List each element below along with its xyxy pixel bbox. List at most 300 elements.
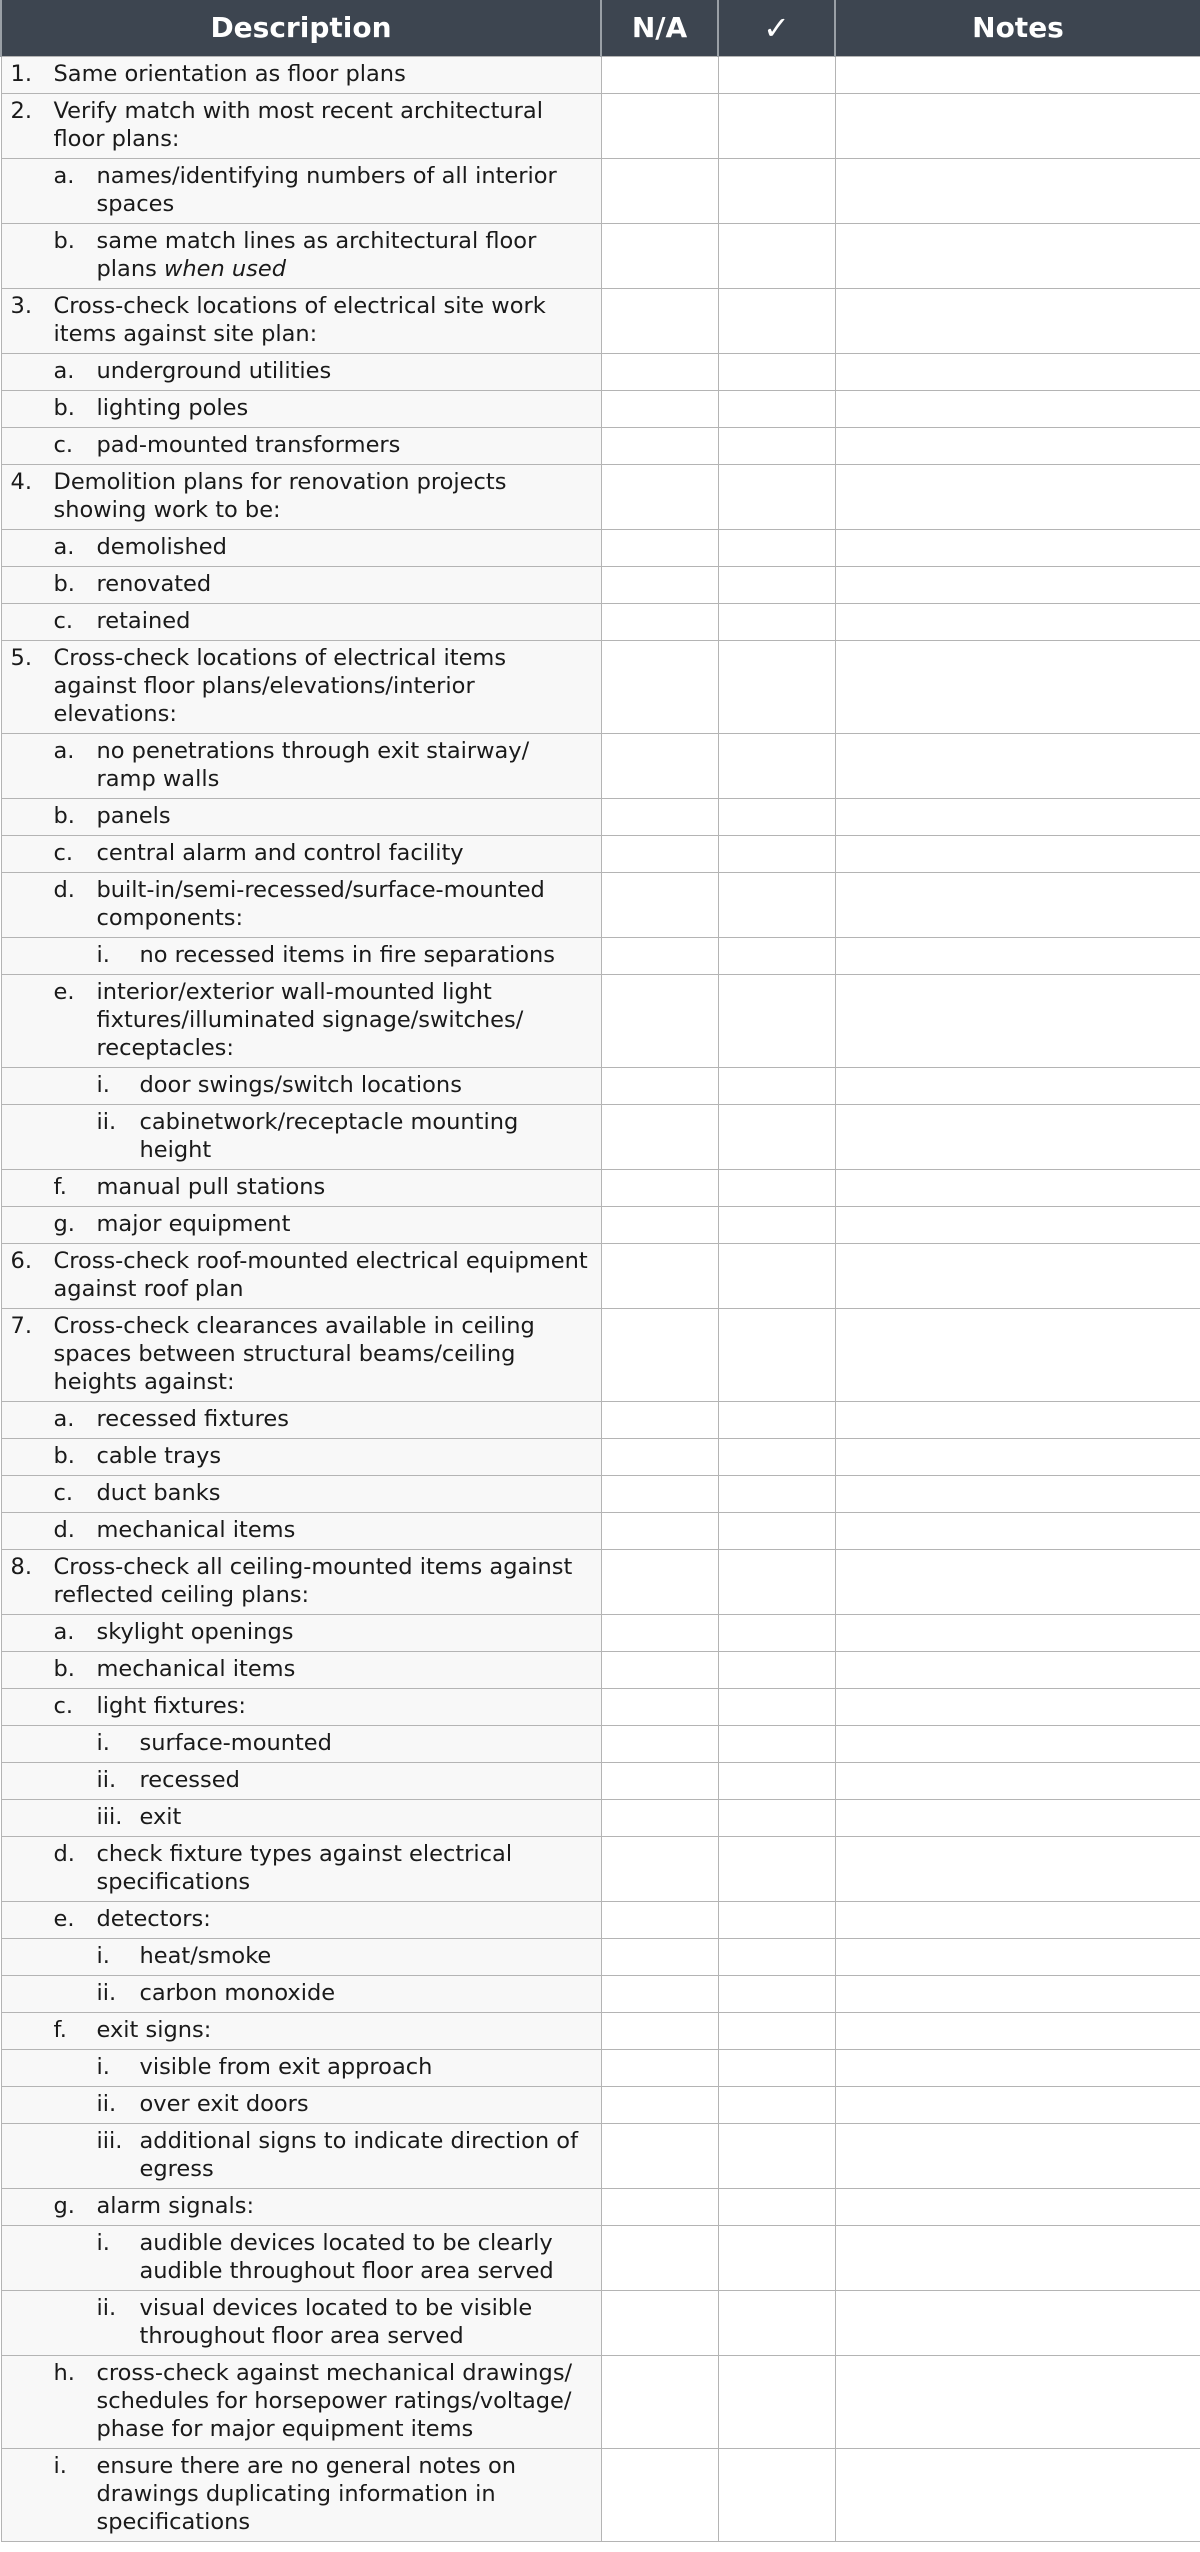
na-cell[interactable] bbox=[601, 56, 718, 93]
notes-cell[interactable] bbox=[835, 2049, 1200, 2086]
notes-cell[interactable] bbox=[835, 2290, 1200, 2355]
item-marker: d. bbox=[53, 1516, 75, 1543]
check-cell[interactable] bbox=[718, 2188, 835, 2225]
table-row bbox=[1, 2012, 1200, 2049]
item-marker: a. bbox=[53, 533, 75, 560]
description-cell bbox=[1, 390, 601, 427]
item-text-main: duct banks bbox=[96, 1479, 221, 1506]
check-cell[interactable] bbox=[718, 1614, 835, 1651]
item-text bbox=[97, 1479, 593, 1507]
notes-cell[interactable] bbox=[835, 1512, 1200, 1549]
item-marker: 7. bbox=[10, 1312, 32, 1339]
table-row bbox=[1, 1799, 1200, 1836]
notes-cell[interactable] bbox=[835, 1104, 1200, 1169]
table-row bbox=[1, 56, 1200, 93]
na-cell[interactable] bbox=[601, 464, 718, 529]
item-marker: c. bbox=[53, 1479, 74, 1506]
na-cell[interactable] bbox=[601, 1836, 718, 1901]
table-row bbox=[1, 835, 1200, 872]
na-cell[interactable] bbox=[601, 1725, 718, 1762]
na-cell[interactable] bbox=[601, 798, 718, 835]
table-row bbox=[1, 2355, 1200, 2448]
check-cell[interactable] bbox=[718, 835, 835, 872]
notes-cell[interactable] bbox=[835, 566, 1200, 603]
item-text-main: detectors: bbox=[96, 1905, 211, 1932]
item-text-main: pad-mounted transformers bbox=[96, 431, 401, 458]
item-text-main: Cross-check locations of electrical site work items against site plan: bbox=[53, 292, 546, 347]
table-row bbox=[1, 974, 1200, 1067]
description-cell bbox=[1, 2355, 601, 2448]
notes-cell[interactable] bbox=[835, 1438, 1200, 1475]
na-cell[interactable] bbox=[601, 2188, 718, 2225]
table-row bbox=[1, 1901, 1200, 1938]
na-cell[interactable] bbox=[601, 390, 718, 427]
na-cell[interactable] bbox=[601, 937, 718, 974]
description-cell bbox=[1, 56, 601, 93]
table-row bbox=[1, 2448, 1200, 2541]
notes-cell[interactable] bbox=[835, 1762, 1200, 1799]
table-row bbox=[1, 2086, 1200, 2123]
item-marker: ii. bbox=[96, 1766, 117, 1793]
item-text-main: exit bbox=[139, 1803, 182, 1830]
description-cell bbox=[1, 733, 601, 798]
item-text bbox=[97, 876, 593, 932]
notes-cell[interactable] bbox=[835, 1799, 1200, 1836]
na-cell[interactable] bbox=[601, 640, 718, 733]
item-marker: b. bbox=[53, 1442, 75, 1469]
na-cell[interactable] bbox=[601, 2448, 718, 2541]
notes-cell[interactable] bbox=[835, 1975, 1200, 2012]
item-text bbox=[54, 97, 593, 153]
item-text bbox=[97, 839, 593, 867]
table-row bbox=[1, 1243, 1200, 1308]
check-cell[interactable] bbox=[718, 1512, 835, 1549]
na-cell[interactable] bbox=[601, 2049, 718, 2086]
notes-cell[interactable] bbox=[835, 1308, 1200, 1401]
check-cell[interactable] bbox=[718, 529, 835, 566]
na-cell[interactable] bbox=[601, 1762, 718, 1799]
item-marker: f. bbox=[53, 1173, 67, 1200]
check-cell[interactable] bbox=[718, 1169, 835, 1206]
check-cell[interactable] bbox=[718, 2012, 835, 2049]
description-cell bbox=[1, 288, 601, 353]
table-row bbox=[1, 464, 1200, 529]
na-cell[interactable] bbox=[601, 223, 718, 288]
na-cell[interactable] bbox=[601, 2012, 718, 2049]
na-cell[interactable] bbox=[601, 733, 718, 798]
item-text bbox=[97, 162, 593, 218]
na-cell[interactable] bbox=[601, 1243, 718, 1308]
item-text-main: no penetrations through exit stairway/ ramp walls bbox=[96, 737, 530, 792]
na-cell[interactable] bbox=[601, 158, 718, 223]
check-cell[interactable] bbox=[718, 2448, 835, 2541]
description-cell bbox=[1, 93, 601, 158]
description-cell bbox=[1, 2188, 601, 2225]
item-text bbox=[54, 292, 593, 348]
item-marker: i. bbox=[96, 2053, 110, 2080]
notes-cell[interactable] bbox=[835, 1243, 1200, 1308]
na-cell[interactable] bbox=[601, 93, 718, 158]
notes-cell[interactable] bbox=[835, 529, 1200, 566]
na-cell[interactable] bbox=[601, 1438, 718, 1475]
check-cell[interactable] bbox=[718, 640, 835, 733]
check-cell[interactable] bbox=[718, 603, 835, 640]
na-cell[interactable] bbox=[601, 353, 718, 390]
item-text bbox=[140, 1108, 593, 1164]
notes-cell[interactable] bbox=[835, 464, 1200, 529]
notes-cell[interactable] bbox=[835, 1475, 1200, 1512]
na-cell[interactable] bbox=[601, 1549, 718, 1614]
notes-cell[interactable] bbox=[835, 1549, 1200, 1614]
item-text bbox=[97, 2192, 593, 2220]
na-cell[interactable] bbox=[601, 2123, 718, 2188]
description-cell bbox=[1, 2225, 601, 2290]
check-cell[interactable] bbox=[718, 1975, 835, 2012]
item-text-main: audible devices located to be clearly audible throughout floor area served bbox=[139, 2229, 554, 2284]
item-text bbox=[97, 2359, 593, 2443]
check-cell[interactable] bbox=[718, 566, 835, 603]
na-cell[interactable] bbox=[601, 1975, 718, 2012]
check-cell[interactable] bbox=[718, 1651, 835, 1688]
na-cell[interactable] bbox=[601, 1901, 718, 1938]
item-text-main: Demolition plans for renovation projects showing work to be: bbox=[53, 468, 507, 523]
item-marker: 5. bbox=[10, 644, 32, 671]
item-marker: 1. bbox=[10, 60, 32, 87]
check-cell[interactable] bbox=[718, 2123, 835, 2188]
na-cell[interactable] bbox=[601, 288, 718, 353]
table-row bbox=[1, 1438, 1200, 1475]
check-cell[interactable] bbox=[718, 1688, 835, 1725]
description-cell bbox=[1, 1206, 601, 1243]
notes-cell[interactable] bbox=[835, 1725, 1200, 1762]
description-cell bbox=[1, 1243, 601, 1308]
item-text-main: light fixtures: bbox=[96, 1692, 246, 1719]
notes-cell[interactable] bbox=[835, 93, 1200, 158]
table-row bbox=[1, 1725, 1200, 1762]
table-row bbox=[1, 640, 1200, 733]
table-row bbox=[1, 2188, 1200, 2225]
check-cell[interactable] bbox=[718, 2225, 835, 2290]
notes-cell[interactable] bbox=[835, 353, 1200, 390]
check-cell[interactable] bbox=[718, 1725, 835, 1762]
description-cell bbox=[1, 1901, 601, 1938]
item-text bbox=[140, 1729, 593, 1757]
item-text bbox=[97, 2452, 593, 2536]
item-marker: 6. bbox=[10, 1247, 32, 1274]
item-marker: iii. bbox=[96, 1803, 123, 1830]
check-cell[interactable] bbox=[718, 427, 835, 464]
notes-cell[interactable] bbox=[835, 2225, 1200, 2290]
item-marker: e. bbox=[53, 1905, 75, 1932]
notes-cell[interactable] bbox=[835, 1206, 1200, 1243]
na-cell[interactable] bbox=[601, 1067, 718, 1104]
description-cell bbox=[1, 1725, 601, 1762]
check-cell[interactable] bbox=[718, 56, 835, 93]
item-text bbox=[97, 533, 593, 561]
check-cell[interactable] bbox=[718, 158, 835, 223]
item-text bbox=[97, 1405, 593, 1433]
item-text-main: alarm signals: bbox=[96, 2192, 255, 2219]
table-row bbox=[1, 1475, 1200, 1512]
notes-cell[interactable] bbox=[835, 974, 1200, 1067]
description-cell bbox=[1, 974, 601, 1067]
item-text-main: Same orientation as floor plans bbox=[53, 60, 406, 87]
check-cell[interactable] bbox=[718, 798, 835, 835]
notes-cell[interactable] bbox=[835, 937, 1200, 974]
check-cell[interactable] bbox=[718, 353, 835, 390]
notes-cell[interactable] bbox=[835, 1614, 1200, 1651]
check-cell[interactable] bbox=[718, 223, 835, 288]
check-cell[interactable] bbox=[718, 2086, 835, 2123]
description-cell bbox=[1, 353, 601, 390]
item-text-main: renovated bbox=[96, 570, 212, 597]
table-row bbox=[1, 937, 1200, 974]
table-row bbox=[1, 353, 1200, 390]
check-cell[interactable] bbox=[718, 288, 835, 353]
notes-cell[interactable] bbox=[835, 733, 1200, 798]
item-text bbox=[97, 1840, 593, 1896]
na-cell[interactable] bbox=[601, 566, 718, 603]
notes-cell[interactable] bbox=[835, 1688, 1200, 1725]
notes-cell[interactable] bbox=[835, 2355, 1200, 2448]
item-text-main: mechanical items bbox=[96, 1655, 296, 1682]
na-cell[interactable] bbox=[601, 1688, 718, 1725]
item-text-main: carbon monoxide bbox=[139, 1979, 336, 2006]
table-row bbox=[1, 872, 1200, 937]
na-cell[interactable] bbox=[601, 1308, 718, 1401]
notes-cell[interactable] bbox=[835, 835, 1200, 872]
description-cell bbox=[1, 1512, 601, 1549]
item-text-main: skylight openings bbox=[96, 1618, 294, 1645]
notes-cell[interactable] bbox=[835, 603, 1200, 640]
check-cell[interactable] bbox=[718, 1799, 835, 1836]
item-marker: a. bbox=[53, 1405, 75, 1432]
description-cell bbox=[1, 2049, 601, 2086]
description-cell bbox=[1, 1549, 601, 1614]
na-cell[interactable] bbox=[601, 603, 718, 640]
table-row bbox=[1, 1401, 1200, 1438]
description-cell bbox=[1, 1688, 601, 1725]
item-text-main: no recessed items in fire separations bbox=[139, 941, 556, 968]
checkmark-column-header: ✓ bbox=[718, 0, 835, 56]
check-cell[interactable] bbox=[718, 1243, 835, 1308]
notes-cell[interactable] bbox=[835, 1901, 1200, 1938]
na-cell[interactable] bbox=[601, 1206, 718, 1243]
item-text-main: underground utilities bbox=[96, 357, 332, 384]
item-marker: i. bbox=[96, 2229, 110, 2256]
table-row bbox=[1, 1651, 1200, 1688]
item-text bbox=[97, 978, 593, 1062]
check-cell[interactable] bbox=[718, 937, 835, 974]
item-text-main: recessed fixtures bbox=[96, 1405, 289, 1432]
na-cell[interactable] bbox=[601, 1401, 718, 1438]
item-marker: c. bbox=[53, 1692, 74, 1719]
item-text-main: visible from exit approach bbox=[139, 2053, 433, 2080]
description-cell bbox=[1, 1401, 601, 1438]
item-text bbox=[97, 1905, 593, 1933]
check-cell[interactable] bbox=[718, 1308, 835, 1401]
notes-cell[interactable] bbox=[835, 1836, 1200, 1901]
na-cell[interactable] bbox=[601, 1169, 718, 1206]
description-cell bbox=[1, 1438, 601, 1475]
check-cell[interactable] bbox=[718, 464, 835, 529]
check-cell[interactable] bbox=[718, 974, 835, 1067]
item-text-main: lighting poles bbox=[96, 394, 249, 421]
item-text bbox=[97, 1618, 593, 1646]
notes-cell[interactable] bbox=[835, 223, 1200, 288]
description-cell bbox=[1, 1104, 601, 1169]
item-text bbox=[97, 737, 593, 793]
item-text bbox=[97, 607, 593, 635]
description-cell bbox=[1, 2012, 601, 2049]
notes-cell[interactable] bbox=[835, 1067, 1200, 1104]
na-cell[interactable] bbox=[601, 1799, 718, 1836]
na-cell[interactable] bbox=[601, 529, 718, 566]
item-text bbox=[97, 431, 593, 459]
item-text-main: heat/smoke bbox=[139, 1942, 272, 1969]
description-cell bbox=[1, 158, 601, 223]
na-cell[interactable] bbox=[601, 427, 718, 464]
check-cell[interactable] bbox=[718, 1067, 835, 1104]
item-marker: c. bbox=[53, 839, 74, 866]
check-cell[interactable] bbox=[718, 2290, 835, 2355]
item-text bbox=[140, 2229, 593, 2285]
notes-cell[interactable] bbox=[835, 798, 1200, 835]
table-row bbox=[1, 427, 1200, 464]
item-text-main: over exit doors bbox=[139, 2090, 309, 2117]
check-cell[interactable] bbox=[718, 93, 835, 158]
na-cell[interactable] bbox=[601, 835, 718, 872]
na-cell[interactable] bbox=[601, 2086, 718, 2123]
item-text bbox=[140, 1071, 593, 1099]
item-text bbox=[97, 1210, 593, 1238]
notes-cell[interactable] bbox=[835, 1651, 1200, 1688]
table-row bbox=[1, 223, 1200, 288]
item-text-main: recessed bbox=[139, 1766, 240, 1793]
item-text-main: Cross-check clearances available in ceiling spaces between structural beams/ceiling heights against: bbox=[53, 1312, 535, 1395]
check-cell[interactable] bbox=[718, 1438, 835, 1475]
check-cell[interactable] bbox=[718, 1762, 835, 1799]
na-cell[interactable] bbox=[601, 1651, 718, 1688]
check-cell[interactable] bbox=[718, 1901, 835, 1938]
notes-cell[interactable] bbox=[835, 1169, 1200, 1206]
table-row bbox=[1, 1308, 1200, 1401]
item-text-main: cable trays bbox=[96, 1442, 222, 1469]
table-row bbox=[1, 1836, 1200, 1901]
notes-cell[interactable] bbox=[835, 1938, 1200, 1975]
check-cell[interactable] bbox=[718, 2355, 835, 2448]
item-text bbox=[140, 1766, 593, 1794]
na-cell[interactable] bbox=[601, 974, 718, 1067]
table-row bbox=[1, 390, 1200, 427]
item-marker: c. bbox=[53, 431, 74, 458]
table-row bbox=[1, 798, 1200, 835]
notes-cell[interactable] bbox=[835, 2086, 1200, 2123]
table-row bbox=[1, 1206, 1200, 1243]
item-text bbox=[54, 1312, 593, 1396]
item-marker: 4. bbox=[10, 468, 32, 495]
item-marker: h. bbox=[53, 2359, 75, 2386]
na-cell[interactable] bbox=[601, 1614, 718, 1651]
item-text bbox=[54, 468, 593, 524]
check-cell[interactable] bbox=[718, 1938, 835, 1975]
check-cell[interactable] bbox=[718, 1549, 835, 1614]
item-marker: i. bbox=[96, 1071, 110, 1098]
na-cell[interactable] bbox=[601, 1475, 718, 1512]
item-text-main: Cross-check all ceiling-mounted items against reflected ceiling plans: bbox=[53, 1553, 573, 1608]
item-marker: 8. bbox=[10, 1553, 32, 1580]
notes-cell[interactable] bbox=[835, 56, 1200, 93]
notes-cell[interactable] bbox=[835, 872, 1200, 937]
item-marker: g. bbox=[53, 1210, 75, 1237]
check-cell[interactable] bbox=[718, 2049, 835, 2086]
item-marker: ii. bbox=[96, 1108, 117, 1135]
check-cell[interactable] bbox=[718, 1475, 835, 1512]
notes-cell[interactable] bbox=[835, 640, 1200, 733]
na-cell[interactable] bbox=[601, 1104, 718, 1169]
item-text bbox=[97, 802, 593, 830]
na-cell[interactable] bbox=[601, 2355, 718, 2448]
check-cell[interactable] bbox=[718, 733, 835, 798]
notes-cell[interactable] bbox=[835, 2012, 1200, 2049]
item-text-main: Verify match with most recent architectural floor plans: bbox=[53, 97, 543, 152]
notes-cell[interactable] bbox=[835, 288, 1200, 353]
table-row bbox=[1, 158, 1200, 223]
item-marker: i. bbox=[96, 941, 110, 968]
check-cell[interactable] bbox=[718, 872, 835, 937]
item-text bbox=[140, 2127, 593, 2183]
item-marker: 3. bbox=[10, 292, 32, 319]
na-cell[interactable] bbox=[601, 872, 718, 937]
check-cell[interactable] bbox=[718, 1836, 835, 1901]
item-text bbox=[97, 394, 593, 422]
check-cell[interactable] bbox=[718, 1104, 835, 1169]
table-row bbox=[1, 93, 1200, 158]
check-cell[interactable] bbox=[718, 1206, 835, 1243]
item-text-main: retained bbox=[96, 607, 191, 634]
na-cell[interactable] bbox=[601, 2290, 718, 2355]
description-cell bbox=[1, 603, 601, 640]
item-marker: a. bbox=[53, 357, 75, 384]
notes-cell[interactable] bbox=[835, 158, 1200, 223]
item-marker: f. bbox=[53, 2016, 67, 2043]
item-marker: i. bbox=[96, 1729, 110, 1756]
notes-cell[interactable] bbox=[835, 2188, 1200, 2225]
description-cell bbox=[1, 1651, 601, 1688]
item-text-main: cabinetwork/receptacle mounting height bbox=[139, 1108, 519, 1163]
item-text-main: Cross-check locations of electrical items against floor plans/elevations/interior elevations: bbox=[53, 644, 507, 727]
check-cell[interactable] bbox=[718, 1401, 835, 1438]
item-text-main: same match lines as architectural floor plans bbox=[96, 227, 537, 282]
notes-cell[interactable] bbox=[835, 427, 1200, 464]
notes-cell[interactable] bbox=[835, 1401, 1200, 1438]
na-cell[interactable] bbox=[601, 1512, 718, 1549]
na-cell[interactable] bbox=[601, 2225, 718, 2290]
item-marker: e. bbox=[53, 978, 75, 1005]
notes-cell[interactable] bbox=[835, 390, 1200, 427]
description-cell bbox=[1, 464, 601, 529]
item-text bbox=[97, 357, 593, 385]
notes-cell[interactable] bbox=[835, 2448, 1200, 2541]
notes-cell[interactable] bbox=[835, 2123, 1200, 2188]
description-cell bbox=[1, 1308, 601, 1401]
item-marker: d. bbox=[53, 876, 75, 903]
check-cell[interactable] bbox=[718, 390, 835, 427]
item-text-main: interior/exterior wall-mounted light fixtures/illuminated signage/switches/ receptacles: bbox=[96, 978, 524, 1061]
description-cell bbox=[1, 640, 601, 733]
na-cell[interactable] bbox=[601, 1938, 718, 1975]
table-row bbox=[1, 1067, 1200, 1104]
